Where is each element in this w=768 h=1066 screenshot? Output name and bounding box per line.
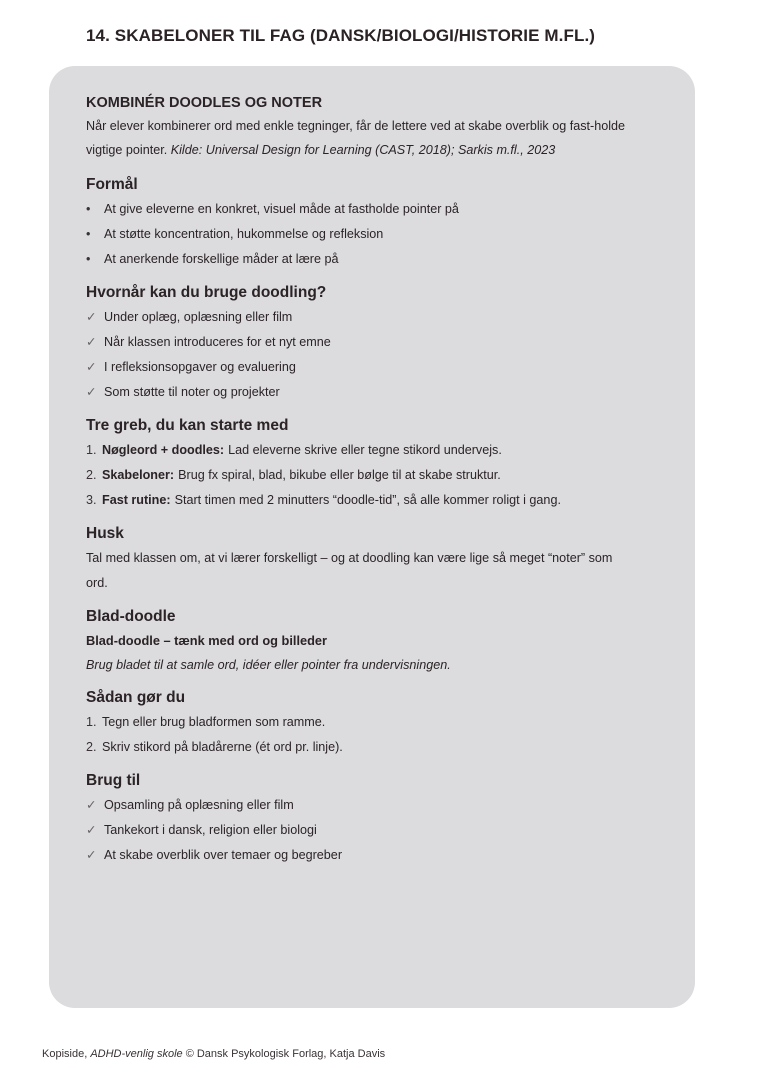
list-item (86, 843, 659, 868)
list-item-text: Når klassen introduceres for et nyt emne (104, 335, 331, 349)
use-for-heading: Brug til (86, 772, 141, 789)
bullet-icon: • (86, 252, 91, 266)
list-item (86, 735, 659, 760)
check-icon: ✓ (86, 848, 97, 862)
how-to-section (86, 689, 659, 760)
bullet-icon: • (86, 202, 91, 216)
footer-prefix: Kopiside, (42, 1048, 88, 1060)
footer-book-title: ADHD-venlig skole (90, 1048, 183, 1060)
purpose-section (86, 176, 659, 272)
list-item (86, 305, 659, 330)
check-icon: ✓ (86, 360, 97, 374)
list-number: 2. (86, 740, 97, 754)
list-item-label: Skabeloner: (102, 468, 175, 482)
when-section (86, 284, 659, 405)
use-for-section (86, 772, 659, 868)
list-item (86, 330, 659, 355)
list-number: 2. (86, 468, 97, 482)
list-item-text: Under oplæg, oplæsning eller film (104, 310, 293, 324)
purpose-list (86, 197, 659, 272)
list-item (86, 488, 659, 513)
list-item (86, 197, 659, 222)
list-item (86, 463, 659, 488)
intro-body: Når elever kombinerer ord med enkle tegninger, får de lettere ved at skabe overblik og fast-holde vigtige pointer. (86, 119, 626, 157)
three-steps-section (86, 417, 659, 513)
list-item-text: Start timen med 2 minutters “doodle-tid”, så alle kommer roligt i gang. (174, 493, 561, 507)
list-item (86, 818, 659, 843)
intro-text (86, 114, 659, 162)
list-item (86, 222, 659, 247)
list-item-text: Lad eleverne skrive eller tegne stikord undervejs. (228, 443, 502, 457)
list-item (86, 380, 659, 405)
list-item-text: At skabe overblik over temaer og begreber (104, 848, 343, 862)
leaf-doodle-section (86, 608, 659, 677)
page-footer (42, 1048, 385, 1060)
intro-section (86, 95, 659, 162)
list-item (86, 710, 659, 735)
check-icon: ✓ (86, 310, 97, 324)
remember-text: Tal med klassen om, at vi lærer forskelligt – og at doodling kan være lige så meget “noter” som ord. (86, 551, 613, 590)
remember-heading: Husk (86, 525, 124, 542)
list-item-text: Brug fx spiral, blad, bikube eller bølge til at skabe struktur. (178, 468, 501, 482)
use-for-list (86, 793, 659, 868)
how-to-list (86, 710, 659, 760)
list-item-label: Nøgleord + doodles: (102, 443, 225, 457)
bullet-icon: • (86, 227, 91, 241)
check-icon: ✓ (86, 385, 97, 399)
check-icon: ✓ (86, 823, 97, 837)
list-item (86, 355, 659, 380)
list-item-text: At støtte koncentration, hukommelse og refleksion (104, 227, 384, 241)
intro-source: Kilde: Universal Design for Learning (CAST, 2018); Sarkis m.fl., 2023 (170, 143, 556, 157)
list-item-text: Tankekort i dansk, religion eller biologi (104, 823, 317, 837)
footer-copyright: © Dansk Psykologisk Forlag, Katja Davis (185, 1048, 386, 1060)
list-item-text: Tegn eller brug bladformen som ramme. (102, 715, 326, 729)
list-item-text: I refleksionsopgaver og evaluering (104, 360, 296, 374)
list-item-text: Skriv stikord på bladårerne (ét ord pr. linje). (102, 740, 343, 754)
three-steps-heading: Tre greb, du kan starte med (86, 417, 289, 434)
leaf-doodle-heading: Blad-doodle (86, 608, 176, 625)
list-item-text: At anerkende forskellige måder at lære på (104, 252, 339, 266)
page-title: 14. SKABELONER TIL FAG (DANSK/BIOLOGI/HISTORIE M.FL.) (86, 26, 596, 45)
when-heading: Hvornår kan du bruge doodling? (86, 284, 327, 301)
list-number: 1. (86, 443, 97, 457)
check-icon: ✓ (86, 798, 97, 812)
content-panel (49, 66, 695, 1008)
when-list (86, 305, 659, 405)
purpose-heading: Formål (86, 176, 138, 193)
list-item-label: Fast rutine: (102, 493, 171, 507)
remember-section (86, 525, 659, 596)
leaf-doodle-description: Brug bladet til at samle ord, idéer eller pointer fra undervisningen. (86, 658, 451, 672)
list-item-text: At give eleverne en konkret, visuel måde at fastholde pointer på (104, 202, 459, 216)
list-item (86, 793, 659, 818)
list-item (86, 438, 659, 463)
list-number: 1. (86, 715, 97, 729)
three-steps-list (86, 438, 659, 513)
intro-title: KOMBINÉR DOODLES OG NOTER (86, 95, 323, 111)
check-icon: ✓ (86, 335, 97, 349)
list-item (86, 247, 659, 272)
leaf-doodle-subheading: Blad-doodle – tænk med ord og billeder (86, 633, 328, 648)
how-to-heading: Sådan gør du (86, 689, 186, 706)
list-item-text: Opsamling på oplæsning eller film (104, 798, 294, 812)
list-item-text: Som støtte til noter og projekter (104, 385, 280, 399)
list-number: 3. (86, 493, 97, 507)
